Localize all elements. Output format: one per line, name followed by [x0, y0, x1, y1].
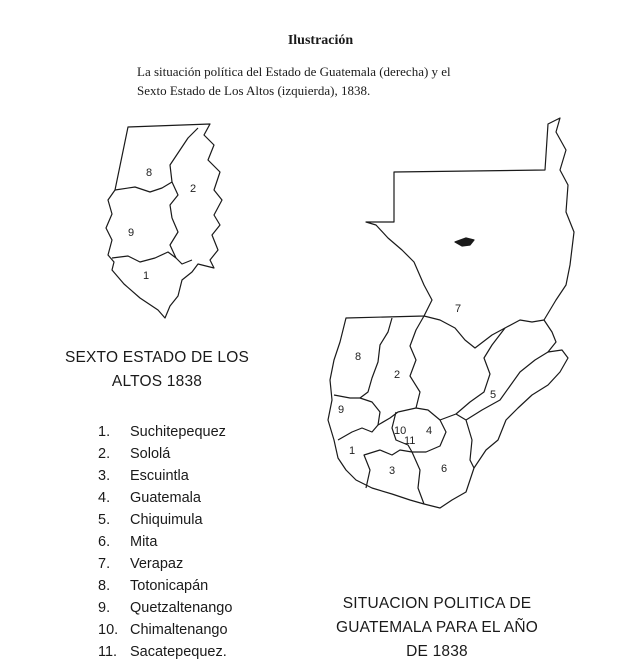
altos-outline [106, 124, 222, 318]
guatemala-label-11: 11 [404, 435, 416, 447]
guatemala-label-10: 10 [394, 425, 407, 437]
page-heading: Ilustración [287, 33, 354, 48]
guatemala-title-line-2: GUATEMALA PARA EL AÑO [335, 619, 539, 636]
guatemala-label-2: 2 [394, 369, 401, 381]
altos-border-9 [112, 252, 176, 262]
caption-line-1: La situación política del Estado de Guatemala (derecha) y el [137, 64, 451, 79]
guatemala-border-1-3 [364, 450, 412, 488]
altos-label-2: 2 [190, 183, 197, 195]
altos-label-1: 1 [143, 270, 150, 282]
legend-item: 2. Sololá [98, 446, 171, 462]
guatemala-label-7: 7 [455, 303, 462, 315]
guatemala-outline [328, 118, 574, 508]
guatemala-title-line-1: SITUACION POLITICA DE [342, 595, 532, 612]
legend-item: 4. Guatemala [98, 490, 201, 506]
guatemala-border-2-7 [410, 316, 424, 408]
legend-item: 8. Totonicapán [98, 578, 209, 594]
altos-border-2b [170, 218, 192, 264]
altos-border-2 [170, 128, 198, 182]
altos-title-line-1: SEXTO ESTADO DE LOS [64, 349, 250, 366]
legend-item: 10. Chimaltenango [98, 622, 228, 638]
guatemala-label-1: 1 [349, 445, 356, 457]
guatemala-label-5: 5 [490, 389, 497, 401]
legend-item: 3. Escuintla [98, 468, 189, 484]
guatemala-border-8-2 [360, 318, 392, 398]
legend-item: 5. Chiquimula [98, 512, 203, 528]
altos-map-title [52, 346, 262, 394]
guatemala-title-line-3: DE 1838 [406, 643, 468, 660]
legend-item: 11. Sacatepequez. [98, 644, 227, 660]
caption-line-2: Sexto Estado de Los Altos (izquierda), 1838. [137, 83, 371, 98]
guatemala-label-6: 6 [441, 463, 448, 475]
legend-item: 6. Mita [98, 534, 158, 550]
guatemala-border-5b [466, 352, 548, 420]
altos-border-8 [115, 182, 178, 218]
altos-label-8: 8 [146, 167, 153, 179]
guatemala-border-4-6 [440, 414, 474, 468]
legend-item: 9. Quetzaltenango [98, 600, 233, 616]
guatemala-map-title [322, 592, 552, 664]
lake-shape [455, 238, 474, 246]
guatemala-label-4: 4 [426, 425, 433, 437]
altos-title-line-2: ALTOS 1838 [111, 373, 203, 390]
guatemala-label-8: 8 [355, 351, 362, 363]
legend-item: 7. Verapaz [98, 556, 184, 572]
guatemala-label-9: 9 [338, 404, 345, 416]
guatemala-label-3: 3 [389, 465, 396, 477]
altos-label-9: 9 [128, 227, 135, 239]
legend-item: 1. Suchitepequez [98, 424, 226, 440]
guatemala-border-3-6 [412, 452, 424, 504]
department-legend [98, 421, 232, 663]
guatemala-border-7-south [424, 316, 544, 348]
